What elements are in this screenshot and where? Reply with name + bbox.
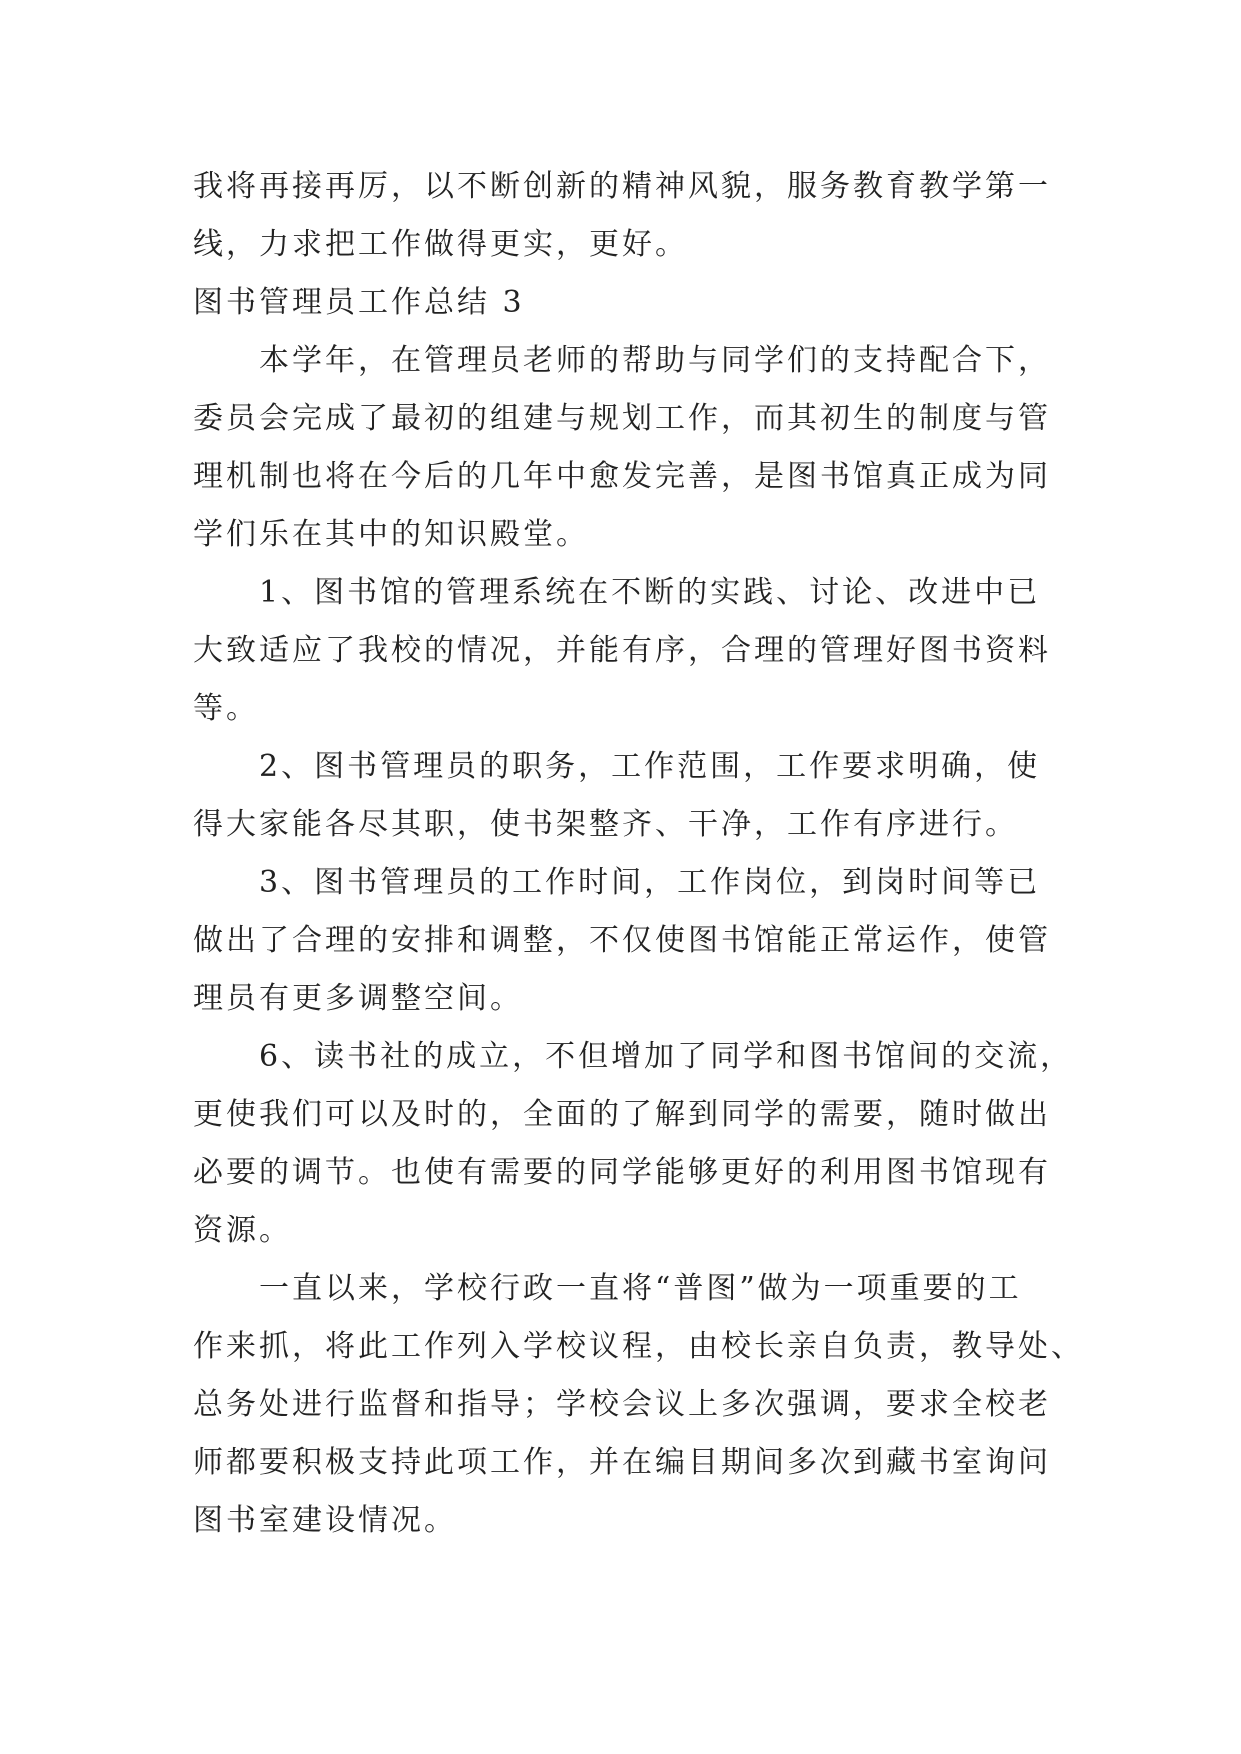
section-heading: 图书管理员工作总结 3	[193, 285, 525, 320]
text-line: 6、读书社的成立，不但增加了同学和图书馆间的交流，	[193, 1039, 1074, 1074]
text-line: 3、图书管理员的工作时间，工作岗位，到岗时间等已	[193, 865, 1041, 900]
text-line: 得大家能各尽其职，使书架整齐、干净，工作有序进行。	[193, 807, 1018, 842]
text-line: 师都要积极支持此项工作，并在编目期间多次到藏书室询问	[193, 1445, 1051, 1480]
text-line: 本学年，在管理员老师的帮助与同学们的支持配合下，	[193, 343, 1051, 378]
text-line: 总务处进行监督和指导；学校会议上多次强调，要求全校老	[193, 1387, 1051, 1422]
text-line: 大致适应了我校的情况，并能有序，合理的管理好图书资料	[193, 633, 1051, 668]
text-line: 理机制也将在今后的几年中愈发完善，是图书馆真正成为同	[193, 459, 1051, 494]
text-line: 等。	[193, 691, 259, 726]
text-line: 必要的调节。也使有需要的同学能够更好的利用图书馆现有	[193, 1155, 1051, 1190]
text-line: 作来抓，将此工作列入学校议程，由校长亲自负责，教导处、	[193, 1329, 1084, 1364]
text-line: 资源。	[193, 1213, 292, 1248]
text-line: 委员会完成了最初的组建与规划工作，而其初生的制度与管	[193, 401, 1051, 436]
text-line: 更使我们可以及时的，全面的了解到同学的需要，随时做出	[193, 1097, 1051, 1132]
text-line: 做出了合理的安排和调整，不仅使图书馆能正常运作，使管	[193, 923, 1051, 958]
text-line: 我将再接再厉，以不断创新的精神风貌，服务教育教学第一	[193, 169, 1051, 204]
text-line: 一直以来，学校行政一直将“普图”做为一项重要的工	[193, 1271, 1022, 1306]
text-line: 2、图书管理员的职务，工作范围，工作要求明确，使	[193, 749, 1041, 784]
document-body	[193, 158, 1084, 1550]
text-line: 线，力求把工作做得更实，更好。	[193, 227, 688, 262]
text-line: 学们乐在其中的知识殿堂。	[193, 517, 589, 552]
text-line: 理员有更多调整空间。	[193, 981, 523, 1016]
text-line: 1、图书馆的管理系统在不断的实践、讨论、改进中已	[193, 575, 1041, 610]
text-line: 图书室建设情况。	[193, 1503, 457, 1538]
